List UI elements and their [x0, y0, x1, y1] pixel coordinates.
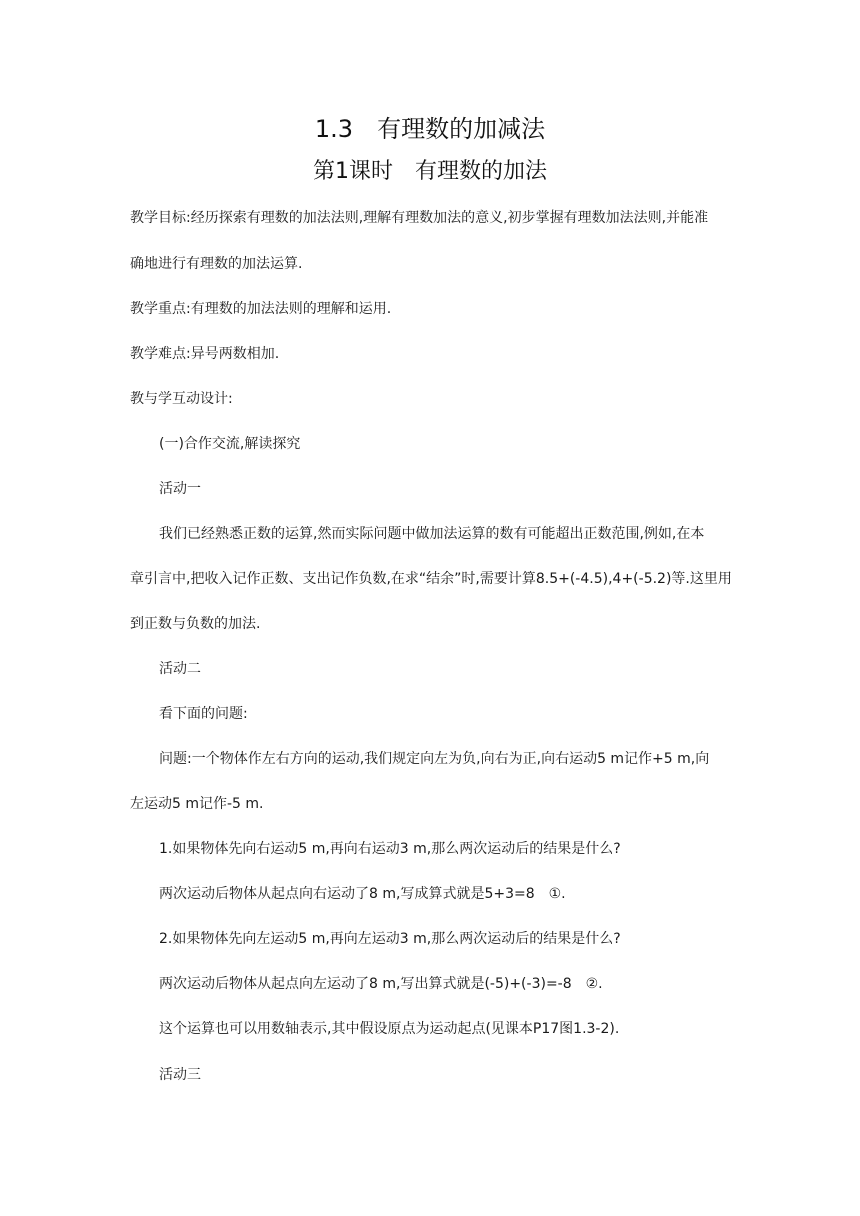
activity-heading: 活动一 [159, 481, 201, 497]
paragraph-line: 教学目标:经历探索有理数的加法法则,理解有理数加法的意义,初步掌握有理数加法法则,并能准 [130, 210, 709, 226]
paragraph-line: 教与学互动设计: [130, 391, 233, 407]
answer-line: 两次运动后物体从起点向左运动了8 m,写出算式就是(-5)+(-3)=-8 ②. [159, 976, 603, 992]
question-line: 1.如果物体先向右运动5 m,再向右运动3 m,那么两次运动后的结果是什么? [159, 841, 621, 857]
page-subtitle: 第1课时 有理数的加法 [313, 159, 547, 184]
paragraph-line: 这个运算也可以用数轴表示,其中假设原点为运动起点(见课本P17图1.3-2). [159, 1021, 620, 1037]
paragraph-line: 教学难点:异号两数相加. [130, 346, 280, 362]
answer-line: 两次运动后物体从起点向右运动了8 m,写成算式就是5+3=8 ①. [159, 886, 566, 902]
paragraph-line: 问题:一个物体作左右方向的运动,我们规定向左为负,向右为正,向右运动5 m记作+5 m,向 [159, 751, 710, 767]
activity-heading: 活动三 [159, 1067, 201, 1083]
paragraph-line: 看下面的问题: [159, 706, 248, 722]
paragraph-line: 我们已经熟悉正数的运算,然而实际问题中做加法运算的数有可能超出正数范围,例如,在本 [159, 526, 705, 542]
paragraph-line: 到正数与负数的加法. [130, 616, 261, 632]
paragraph-line: 教学重点:有理数的加法法则的理解和运用. [130, 301, 392, 317]
section-heading: (一)合作交流,解读探究 [159, 436, 301, 452]
paragraph-line: 章引言中,把收入记作正数、支出记作负数,在求“结余”时,需要计算8.5+(-4.5),4+(-5.2)等.这里用 [130, 571, 732, 587]
page-title: 1.3 有理数的加减法 [314, 115, 546, 143]
paragraph-line: 左运动5 m记作-5 m. [130, 796, 264, 812]
paragraph-line: 确地进行有理数的加法运算. [130, 256, 303, 272]
activity-heading: 活动二 [159, 661, 201, 677]
question-line: 2.如果物体先向左运动5 m,再向左运动3 m,那么两次运动后的结果是什么? [159, 931, 621, 947]
